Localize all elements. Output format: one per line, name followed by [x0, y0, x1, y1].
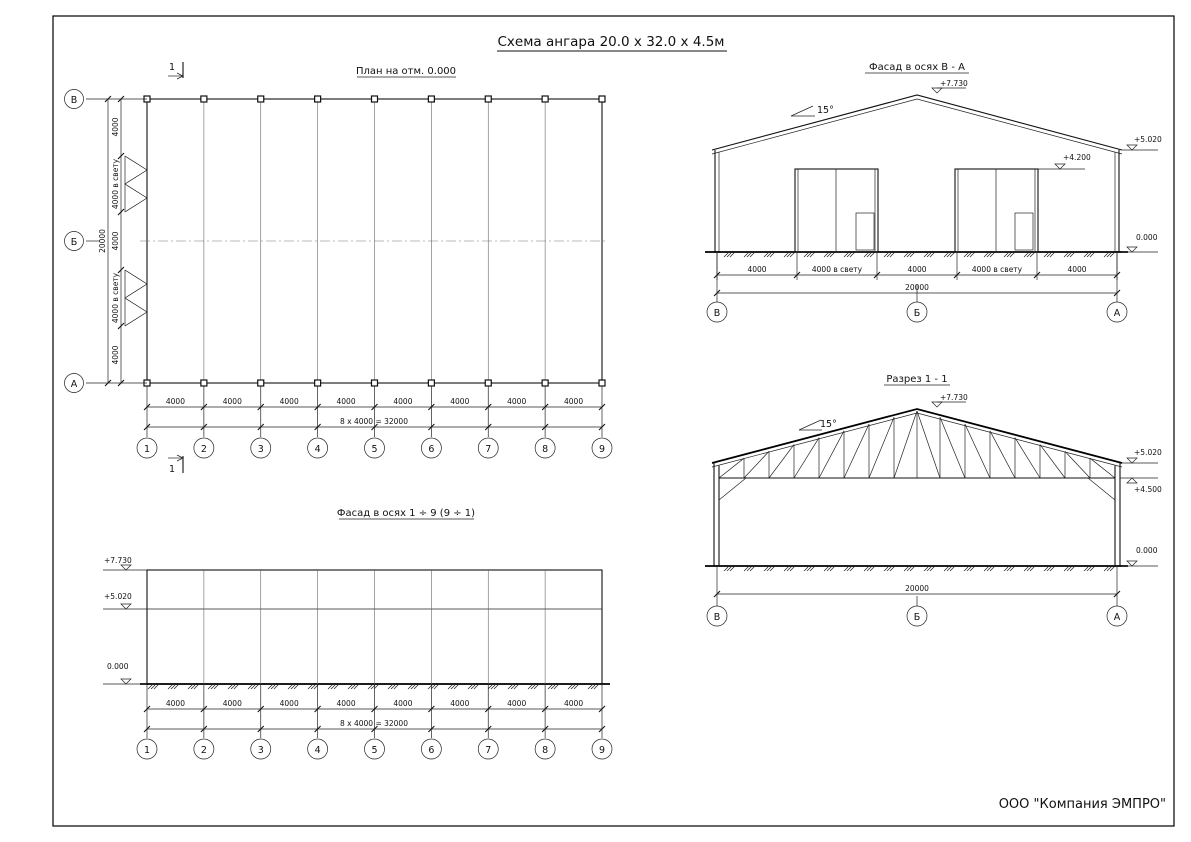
plan-column-top-5	[372, 96, 378, 102]
plan-total-dim: 8 х 4000 = 32000	[340, 417, 408, 426]
plan-view	[65, 62, 613, 475]
facade-end-roof	[712, 95, 1122, 150]
section-elev-ridge	[932, 393, 968, 407]
row-axis-label-v: В	[70, 95, 78, 106]
plan-axis-label-5: 5	[371, 444, 378, 455]
plan-axis-label-9: 9	[598, 444, 606, 455]
facade-long-elev-ground	[103, 662, 147, 684]
facade-long-axis-label-4: 4	[314, 745, 321, 756]
facade-end-elev-ground-mark	[1127, 247, 1137, 252]
facade-long-total-dim: 8 х 4000 = 32000	[340, 719, 408, 728]
sheet-frame	[53, 16, 1174, 826]
facade-end-gate-left	[795, 169, 878, 252]
gate-left-wicket	[856, 213, 874, 250]
facade-long-view	[103, 508, 612, 759]
truss-diag-right-7	[917, 411, 940, 478]
section-axis-label-b: Б	[913, 612, 921, 623]
facade-end-dim-1: 4000	[747, 265, 767, 274]
plan-column-top-3	[258, 96, 264, 102]
section-angle-slope	[799, 420, 821, 430]
facade-long-bay-dim-7: 4000	[507, 699, 527, 708]
plan-side-dim-5: 4000	[111, 345, 120, 365]
facade-long-axis-label-9: 9	[598, 745, 606, 756]
row-axis-label-a: А	[70, 379, 78, 390]
plan-column-bottom-6	[428, 380, 434, 386]
row-axis-label-b: Б	[70, 237, 78, 248]
section-view	[705, 374, 1162, 626]
section-elev-ground	[1122, 546, 1158, 566]
plan-column-top-8	[542, 96, 548, 102]
facade-end-angle-label: 15°	[817, 105, 834, 116]
section-elev-ground-mark	[1127, 561, 1137, 566]
facade-long-bay-dim-8: 4000	[564, 699, 584, 708]
section-elev-eave	[1122, 448, 1162, 463]
facade-long-axis-label-7: 7	[485, 745, 492, 756]
plan-column-top-7	[485, 96, 491, 102]
section-elev-ground-label: 0.000	[1136, 546, 1158, 555]
plan-column-bottom-2	[201, 380, 207, 386]
plan-bay-dim-7: 4000	[507, 397, 527, 406]
plan-column-bottom-3	[258, 380, 264, 386]
plan-axis-label-6: 6	[428, 444, 435, 455]
facade-end-title: Фасад в осях В - А	[869, 62, 965, 73]
plan-column-top-6	[428, 96, 434, 102]
truss-diag-right-6	[940, 417, 965, 478]
facade-end-elev-gate-label: +4.200	[1063, 153, 1091, 162]
plan-column-top-9	[599, 96, 605, 102]
plan-bay-dim-8: 4000	[564, 397, 584, 406]
facade-end-angle-slope	[791, 106, 813, 116]
section-angle-label: 15°	[820, 419, 837, 430]
facade-end-angle	[791, 105, 834, 116]
facade-end-elev-eave	[1122, 135, 1162, 150]
facade-long-elev-eave-label: +5.020	[104, 592, 132, 601]
facade-long-axis-label-2: 2	[200, 745, 207, 756]
facade-end-axis-label-b: Б	[913, 308, 921, 319]
plan-column-top-4	[315, 96, 321, 102]
section-elev-eave-mark	[1127, 458, 1137, 463]
gate-upper	[125, 156, 147, 212]
facade-long-axis-label-8: 8	[542, 745, 549, 756]
gate-right-wicket	[1015, 213, 1033, 250]
facade-long-title: Фасад в осях 1 ÷ 9 (9 ÷ 1)	[336, 508, 476, 519]
facade-end-roof-fascia	[712, 99, 1122, 154]
section-mark-bottom	[168, 455, 183, 475]
facade-end-elev-gate	[1038, 153, 1091, 169]
plan-title: План на отм. 0.000	[355, 66, 457, 77]
section-elev-truss-mark	[1127, 478, 1137, 483]
plan-axis-label-3: 3	[257, 444, 264, 455]
facade-long-column-axes	[137, 739, 612, 759]
sheet-title: Схема ангара 20.0 х 32.0 х 4.5м	[497, 34, 725, 50]
truss-diag-right-2	[1040, 445, 1065, 478]
plan-column-bottom-9	[599, 380, 605, 386]
facade-end-view	[705, 62, 1162, 322]
section-axis-label-v: В	[713, 612, 721, 623]
plan-axis-label-2: 2	[200, 444, 207, 455]
facade-end-elev-eave-label: +5.020	[1134, 135, 1162, 144]
section-angle	[799, 419, 837, 430]
gate-lower	[125, 270, 147, 326]
truss-diag-left-6	[869, 417, 894, 478]
facade-end-dim-3: 4000	[907, 265, 927, 274]
plan-side-dim-2: 4000 в свету	[111, 158, 120, 210]
facade-end-dim-2: 4000 в свету	[811, 265, 863, 274]
plan-axis-label-8: 8	[542, 444, 549, 455]
truss-diag-left-0	[719, 458, 744, 478]
facade-end-elev-ground-label: 0.000	[1136, 233, 1158, 242]
facade-long-axis-label-5: 5	[371, 745, 378, 756]
facade-long-elev-ground-label: 0.000	[107, 662, 129, 671]
plan-bay-dim-2: 4000	[222, 397, 242, 406]
section-elev-truss-label: +4.500	[1134, 485, 1162, 494]
plan-side-dim-1: 4000	[111, 117, 120, 137]
facade-end-elev-ridge-mark	[932, 88, 942, 93]
facade-long-bay-dim-6: 4000	[450, 699, 470, 708]
facade-end-dim-5: 4000	[1067, 265, 1087, 274]
section-mark-bottom-label: 1	[169, 464, 176, 475]
facade-long-axis-label-1: 1	[143, 745, 151, 756]
section-elev-ridge-mark	[932, 402, 942, 407]
facade-end-elev-eave-mark	[1127, 145, 1137, 150]
facade-long-bay-dim-5: 4000	[393, 699, 413, 708]
section-mark-top	[168, 62, 183, 79]
plan-side-dim-3: 4000	[111, 231, 120, 251]
facade-long-bay-dim-3: 4000	[279, 699, 299, 708]
facade-end-axis-label-a: А	[1113, 308, 1121, 319]
plan-bay-dim-4: 4000	[336, 397, 356, 406]
section-truss	[719, 411, 1115, 478]
section-axis-label-a: А	[1113, 612, 1121, 623]
truss-diag-left-2	[769, 445, 794, 478]
plan-axis-label-4: 4	[314, 444, 321, 455]
facade-long-axis-label-3: 3	[257, 745, 264, 756]
truss-diag-left-5	[844, 424, 869, 478]
facade-long-bay-dim-4: 4000	[336, 699, 356, 708]
facade-end-gate-right	[955, 169, 1038, 252]
plan-bay-dim-5: 4000	[393, 397, 413, 406]
section-elev-eave-label: +5.020	[1134, 448, 1162, 457]
facade-end-axis-label-v: В	[713, 308, 721, 319]
section-elev-ridge-label: +7.730	[940, 393, 968, 402]
facade-long-elev-top	[103, 556, 147, 570]
truss-diag-right-5	[965, 424, 990, 478]
plan-column-axes	[137, 438, 612, 458]
facade-long-elev-eave	[103, 592, 147, 609]
facade-end-total-dim: 20000	[905, 283, 929, 292]
facade-long-axis-label-6: 6	[428, 745, 435, 756]
facade-long-elev-eave-mark	[121, 604, 131, 609]
truss-diag-right-0	[1090, 458, 1115, 478]
facade-long-bay-dim-2: 4000	[222, 699, 242, 708]
facade-end-elev-ridge-label: +7.730	[940, 79, 968, 88]
section-elev-truss	[1120, 478, 1162, 494]
facade-long-elev-top-label: +7.730	[104, 556, 132, 565]
section-knee-brace-right	[1088, 478, 1115, 500]
truss-diag-left-3	[794, 438, 819, 478]
section-total-dim: 20000	[905, 584, 929, 593]
company-name: ООО "Компания ЭМПРО"	[998, 797, 1166, 812]
facade-end-elev-ridge	[932, 79, 968, 93]
facade-long-bay-dim-1: 4000	[165, 699, 185, 708]
plan-column-bottom-7	[485, 380, 491, 386]
facade-end-dim-4: 4000 в свету	[971, 265, 1023, 274]
section-title: Разрез 1 - 1	[886, 374, 948, 385]
facade-end-elev-gate-mark	[1055, 164, 1065, 169]
gate-right-frame	[955, 169, 1038, 252]
plan-axis-label-1: 1	[143, 444, 151, 455]
plan-column-top-2	[201, 96, 207, 102]
plan-column-bottom-8	[542, 380, 548, 386]
facade-long-columns	[204, 570, 545, 684]
plan-side-total: 20000	[98, 229, 107, 253]
facade-end-elev-ground	[1122, 233, 1158, 252]
facade-long-elev-top-mark	[121, 565, 131, 570]
plan-bay-dim-6: 4000	[450, 397, 470, 406]
gate-left-frame	[795, 169, 878, 252]
facade-long-bay-dims	[144, 684, 605, 738]
section-mark-top-label: 1	[169, 62, 176, 73]
gate-lower-leaf	[125, 270, 147, 326]
plan-bay-dims	[144, 386, 605, 437]
plan-column-bottom-4	[315, 380, 321, 386]
gate-upper-leaf	[125, 156, 147, 212]
section-knee-brace-left	[719, 478, 746, 500]
truss-diag-right-3	[1015, 438, 1040, 478]
plan-bay-dim-1: 4000	[165, 397, 185, 406]
plan-axis-label-7: 7	[485, 444, 492, 455]
plan-column-bottom-5	[372, 380, 378, 386]
truss-diag-left-7	[894, 411, 917, 478]
facade-long-elev-ground-mark	[121, 679, 131, 684]
plan-side-dim-4: 4000 в свету	[111, 272, 120, 324]
plan-bay-dim-3: 4000	[279, 397, 299, 406]
